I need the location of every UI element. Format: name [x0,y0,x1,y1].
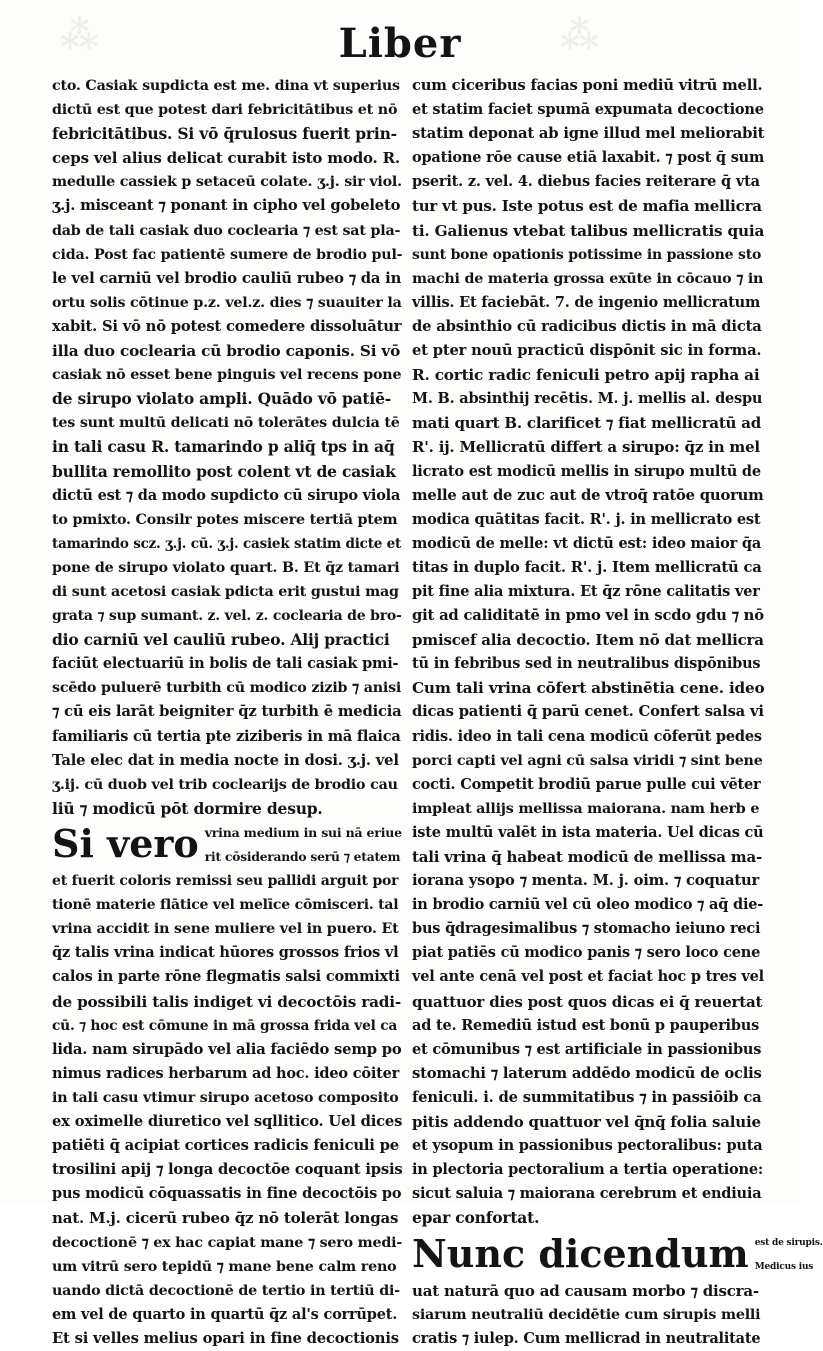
text-line: dicas patienti q̄ parū cenet. Confert salsa vi [412,703,764,721]
text-line: in tali casu vtimur sirupo acetoso composito [52,1089,399,1106]
text-line: Medicus ius [754,1261,814,1272]
text-line: patiēti q̄ acipiat cortices radicis feniculi pe [52,1137,399,1155]
text-line: sicut saluia ⁊ maiorana cerebrum et endiuia [412,1185,762,1203]
text-line: cto. Casiak supdicta est me. dina vt superius [52,78,400,94]
text-line: modica quātitas facit. R'. j. in mellicrato est [412,510,761,528]
text-line: em vel de quarto in quartū q̄z al's corrūpet. [52,1305,398,1323]
text-line: trosilini apij ⁊ longa decoctōe coquant ipsis [52,1161,403,1179]
text-line: le vel carniū vel brodio cauliū rubeo ⁊ da in [52,269,402,287]
text-line: cum ciceribus facias poni mediū vitrū mell. [412,77,763,94]
text-line: et fuerit coloris remissi seu pallidi arguit por [52,873,399,890]
text-line: machi de materia grossa exūte in cōcauo ⁊ in [412,270,764,287]
text-line: ortu solis cōtinue p.z. vel.z. dies ⁊ suauiter la [52,294,402,311]
text-line: medulle cassiek p setaceū colate. ʒ.j. sir viol. [52,174,402,191]
text-line: Et si velles melius opari in fine decoctionis [52,1329,399,1347]
section-initial: Si vero [52,820,199,866]
text-line: liū ⁊ modicū pōt dormire desup. [52,798,323,818]
text-line: uando dictā decoctionē de tertio in tertiū di- [52,1282,400,1299]
text-line: dio carniū vel cauliū rubeo. Alij practici [52,630,390,650]
text-line: porci capti vel agni cū salsa viridi ⁊ sint bene [412,752,763,769]
text-line: modicū de melle: vt dictū est: ideo maior q̄a [412,534,762,552]
text-line: et pter nouū practicū dispōnit sic in forma. [412,342,762,360]
text-line: iorana ysopo ⁊ menta. M. j. oim. ⁊ coquatur [412,872,760,890]
text-line: ti. Galienus vtebat talibus mellicratis quia [412,221,765,240]
text-line: Tale elec dat in media nocte in dosi. ʒ.j. vel [52,751,399,769]
text-line: vel ante cenā vel post et faciat hoc p tres vel [412,968,764,986]
text-line: quattuor dies post quos dicas ei q̄ reuertat [412,992,763,1011]
text-line: xabit. Si vō nō potest comedere dissoluātur [52,317,402,335]
text-line: ʒ.ij. cū duob vel trib coclearijs de brodio cau [52,776,398,793]
text-line: tes sunt multū delicati nō tolerātes dulcia tē [52,415,400,432]
text-line: tur vt pus. Iste potus est de mafia mellicra [412,197,762,216]
text-line: dictū est que potest dari febricitātibus et nō [52,102,398,119]
text-line: epar confortat. [412,1208,540,1228]
text-line: pit fine alia mixtura. Et q̄z rōne calitatis ver [412,582,760,600]
text-line: titas in duplo facit. R'. j. Item mellicratū ca [412,558,762,576]
text-line: iste multū valēt in ista materia. Uel dicas cū [412,823,764,841]
right-column-text-a [412,74,764,1231]
text-line: statim deponat ab igne illud mel meliorabit [412,125,765,143]
text-line: siarum neutraliū decidētie cum sirupis melli [412,1306,761,1323]
text-line: ridis. ideo in tali cena modicū cōferūt pedes [412,727,762,745]
text-line: pus modicū cōquassatis in fine decoctōis po [52,1185,402,1203]
section-head-lines [754,1231,823,1279]
text-line: mati quart B. clarificet ⁊ fiat mellicratū ad [412,414,762,433]
show-through-text-left: ⁂ [60,12,101,57]
text-line: decoctionē ⁊ ex hac capiat mane ⁊ sero medi- [52,1234,403,1251]
text-line: stomachi ⁊ laterum addēdo modicū de oclis [412,1064,762,1082]
text-line: tionē materie flātice vel melīce cōmisceri. tal [52,897,399,914]
text-line: cocti. Competit brodiū parue pulle cui vēter [412,775,761,793]
text-line: q̄z talis vrina indicat hūores grossos frios vl [52,944,399,962]
section-initial: Nunc dicendum [412,1230,749,1276]
right-column [412,74,823,1351]
text-line: est de sirupis. [754,1237,823,1248]
text-line: licrato est modicū mellis in sirupo multū de [412,462,761,480]
text-line: piat patiēs cū modico panis ⁊ sero loco cene [412,944,761,962]
text-line: uat naturā quo ad causam morbo ⁊ discra- [412,1281,759,1300]
text-line: um vitrū sero tepidū ⁊ mane bene calm reno [52,1258,397,1275]
show-through-text-right: ⁂ [560,12,601,57]
text-line: di sunt acetosi casiak pdicta erit gustui mag [52,583,399,600]
text-line: opatione rōe cause etiā laxabit. ⁊ post q̄ sum [412,149,765,167]
text-line: faciūt electuariū in bolis de tali casiak pmi- [52,655,399,673]
text-line: pmiscef alia decoctio. Item nō dat mellicra [412,631,764,650]
text-line: impleat allijs mellissa maiorana. nam herb e [412,800,760,817]
text-line: ⁊ cū eis larāt beigniter q̄z turbith ē medicia [52,703,402,721]
right-section-heading [412,1230,823,1279]
text-line: tamarindo scz. ʒ.j. cū. ʒ.j. casiek statim dicte et [52,535,402,552]
text-line: R. cortic radic feniculi petro apij rapha ai [412,366,760,385]
text-line: familiaris cū tertia pte ziziberis in mā flaica [52,727,401,745]
text-line: illa duo coclearia cū brodio caponis. Si vō [52,342,401,361]
left-column [52,74,402,1351]
right-column-text-b [412,1279,764,1351]
text-line: bus q̄dragesimalibus ⁊ stomacho ieiuno reci [412,920,761,938]
text-line: de possibili talis indiget vi decoctōis radi- [52,992,401,1011]
text-line: nimus radices herbarum ad hoc. ideo cōiter [52,1064,400,1082]
text-line: febricitātibus. Si vō q̄rulosus fuerit prin- [52,124,397,144]
text-line: pserit. z. vel. 4. diebus facies reiterare q̄ vta [412,173,760,191]
text-line: tū in febribus sed in neutralibus dispōnibus [412,655,761,673]
text-line: dab de tali casiak duo coclearia ⁊ est sat pla- [52,222,401,239]
text-line: scēdo puluerē turbith cū modico zizib ⁊ anisi [52,680,402,697]
text-line: sunt bone opationis potissime in passione sto [412,246,762,263]
text-line: Cum tali vrina cōfert abstinētia cene. ideo [412,679,765,698]
text-line: git ad caliditatē in pmo vel in scdo gdu ⁊ nō [412,607,764,625]
text-line: rit cōsiderando serū ⁊ etatem [204,849,401,864]
text-line: in plectoria pectoralium a tertia operatione: [412,1161,764,1179]
text-line: de absinthio cū radicibus dictis in mā dicta [412,317,762,335]
text-line: villis. Et faciebāt. 7. de ingenio mellicratum [412,293,761,311]
text-line: calos in parte rōne flegmatis salsi commixti [52,968,400,986]
text-line: grata ⁊ sup sumant. z. vel. z. coclearia de bro- [52,608,402,625]
text-line: ceps vel alius delicat curabit isto modo. R. [52,149,400,168]
text-line: dictū est ⁊ da modo supdicto cū sirupo viola [52,486,401,504]
text-line: cratis ⁊ iulep. Cum mellicrad in neutralitate [412,1329,761,1347]
text-line: nat. M.j. cicerū rubeo q̄z nō tolerāt longas [52,1209,399,1228]
text-line: de sirupo violato ampli. Quādo vō patiē- [52,389,391,409]
text-line: vrina medium in sui nā eriue [204,824,402,840]
text-line: pone de sirupo violato quart. B. Et q̄z tamari [52,559,400,576]
left-section-heading [52,821,402,869]
text-line: cida. Post fac patientē sumere de brodio pul- [52,246,403,263]
text-line: et cōmunibus ⁊ est artificiale in passionibus [412,1040,762,1058]
text-line: ex oximelle diuretico vel sqllitico. Uel dices [52,1113,403,1131]
text-line: cū. ⁊ hoc est cōmune in mā grossa frida vel ca [52,1017,398,1034]
running-head: Liber [338,20,462,67]
text-line: casiak nō esset bene pinguis vel recens pone [52,367,402,384]
text-line: pitis addendo quattuor vel q̄nq̄ folia saluie [412,1113,761,1132]
text-line: feniculi. i. de summitatibus ⁊ in passiōib ca [412,1088,762,1106]
text-line: M. B. absinthij recētis. M. j. mellis al. despu [412,390,763,408]
text-line: et ysopum in passionibus pectoralibus: puta [412,1137,763,1155]
text-line: vrina accidit in sene muliere vel in puero. Et [52,921,399,938]
text-line: melle aut de zuc aut de vtroq̄ ratōe quorum [412,486,764,504]
left-column-text-a [52,74,402,821]
text-line: in brodio carniū vel cū oleo modico ⁊ aq̄ die- [412,896,764,914]
text-line: ʒ.j. misceant ⁊ ponant in cipho vel gobeleto [52,197,401,215]
section-head-lines [205,821,402,869]
text-line: lida. nam sirupādo vel alia faciēdo semp po [52,1040,402,1058]
text-line: et statim faciet spumā expumata decoctione [412,101,764,119]
left-column-text-b [52,869,402,1351]
text-line: ad te. Remediū istud est bonū p pauperibus [412,1016,760,1034]
text-line: tali vrina q̄ habeat modicū de mellissa ma- [412,848,763,866]
text-line: bullita remollito post colent vt de casiak [52,461,396,481]
text-line: to pmixto. Consilr potes miscere tertiā ptem [52,511,398,528]
text-line: in tali casu R. tamarindo p aliq̄ tps in aq̄ [52,437,395,457]
text-line: R'. ij. Mellicratū differt a sirupo: q̄z in mel [412,438,760,457]
